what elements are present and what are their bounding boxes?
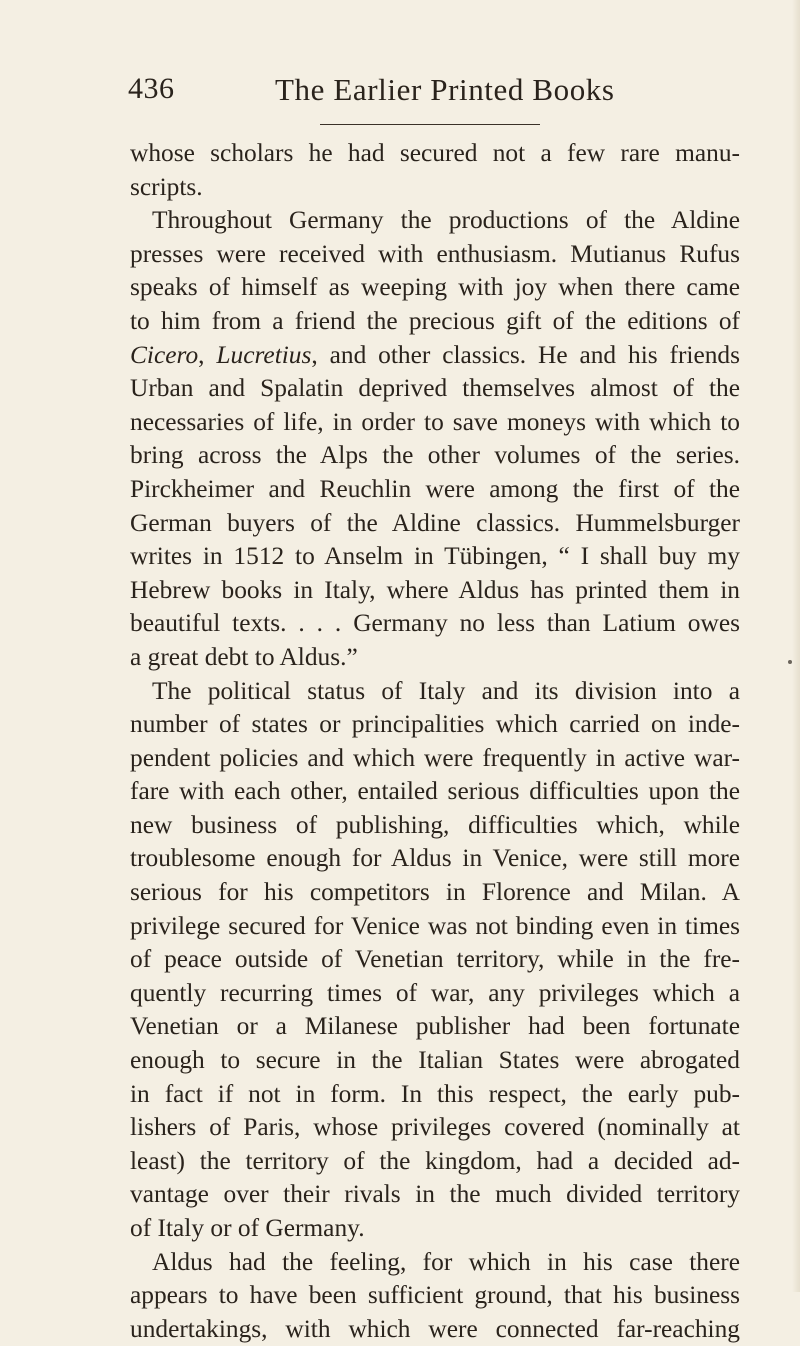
text-line: pendent policies and which were frequently in active war- xyxy=(130,743,740,772)
text-line: undertakings, with which were connected far-reaching xyxy=(130,1314,740,1343)
text-line: of peace outside of Venetian territory, while in the fre- xyxy=(130,945,740,974)
text-line: enough to secure in the Italian States were abrogated xyxy=(130,1046,740,1075)
text-line: Pirckheimer and Reuchlin were among the first of the xyxy=(130,474,740,503)
text-line: The political status of Italy and its division into a xyxy=(152,676,740,705)
text-line: presses were received with enthusiasm. Mutianus Rufus xyxy=(130,239,740,268)
text-line: Hebrew books in Italy, where Aldus has printed them in xyxy=(130,575,740,604)
text-line: privilege secured for Venice was not binding even in times xyxy=(130,911,740,940)
text-line: beautiful texts. . . . Germany no less than Latium owes xyxy=(130,609,740,638)
text-line: Venetian or a Milanese publisher had been fortunate xyxy=(130,1012,740,1041)
text-line: serious for his competitors in Florence and Milan. A xyxy=(130,878,740,907)
margin-speck xyxy=(788,660,792,664)
header-rule xyxy=(320,124,540,125)
text-line: bring across the Alps the other volumes of the series. xyxy=(130,441,740,470)
text-line: whose scholars he had secured not a few rare manu- xyxy=(130,139,740,167)
text-line: appears to have been sufficient ground, that his business xyxy=(130,1281,740,1310)
text-line: new business of publishing, difficulties which, while xyxy=(130,810,740,839)
page-number: 436 xyxy=(128,72,175,105)
text-line: lishers of Paris, whose privileges covered (nominally at xyxy=(130,1113,740,1142)
text-line: German buyers of the Aldine classics. Hummelsburger xyxy=(130,508,740,537)
comma: , xyxy=(311,340,330,369)
text-line: necessaries of life, in order to save moneys with which to xyxy=(130,407,740,436)
text-line: number of states or principalities which carried on inde- xyxy=(130,710,740,739)
body-text xyxy=(130,137,740,1346)
text-line: troublesome enough for Aldus in Venice, were still more xyxy=(130,844,740,873)
text-line-italic-titles xyxy=(130,339,740,373)
text-line: of Italy or of Germany. xyxy=(130,1214,365,1242)
italic-title-lucretius: Lucretius xyxy=(216,340,312,369)
text-line: vantage over their rivals in the much divided territory xyxy=(130,1180,740,1209)
text-line: a great debt to Aldus.” xyxy=(130,642,358,671)
text-line: Throughout Germany the productions of the Aldine xyxy=(152,206,740,235)
text-line: Urban and Spalatin deprived themselves almost of the xyxy=(130,374,740,403)
text-line: least) the territory of the kingdom, had a decided ad- xyxy=(130,1146,740,1175)
text-line-rest: and other classics. He and his friends xyxy=(329,340,741,369)
text-line: to him from a friend the precious gift of the editions of xyxy=(130,306,740,335)
text-line: scripts. xyxy=(130,172,203,201)
page-header xyxy=(130,70,750,114)
text-line: speaks of himself as weeping with joy when there came xyxy=(130,273,740,302)
text-line: writes in 1512 to Anselm in Tübingen, “ I shall buy my xyxy=(130,542,740,571)
page-edge xyxy=(792,0,800,1292)
running-title: The Earlier Printed Books xyxy=(275,72,615,107)
text-line: quently recurring times of war, any privileges which a xyxy=(130,978,740,1007)
text-line: in fact if not in form. In this respect, the early pub- xyxy=(130,1079,740,1108)
text-line: fare with each other, entailed serious difficulties upon the xyxy=(130,777,740,806)
italic-title-cicero: Cicero xyxy=(130,340,199,369)
text-line: Aldus had the feeling, for which in his case there xyxy=(152,1247,740,1276)
comma: , xyxy=(198,340,217,369)
